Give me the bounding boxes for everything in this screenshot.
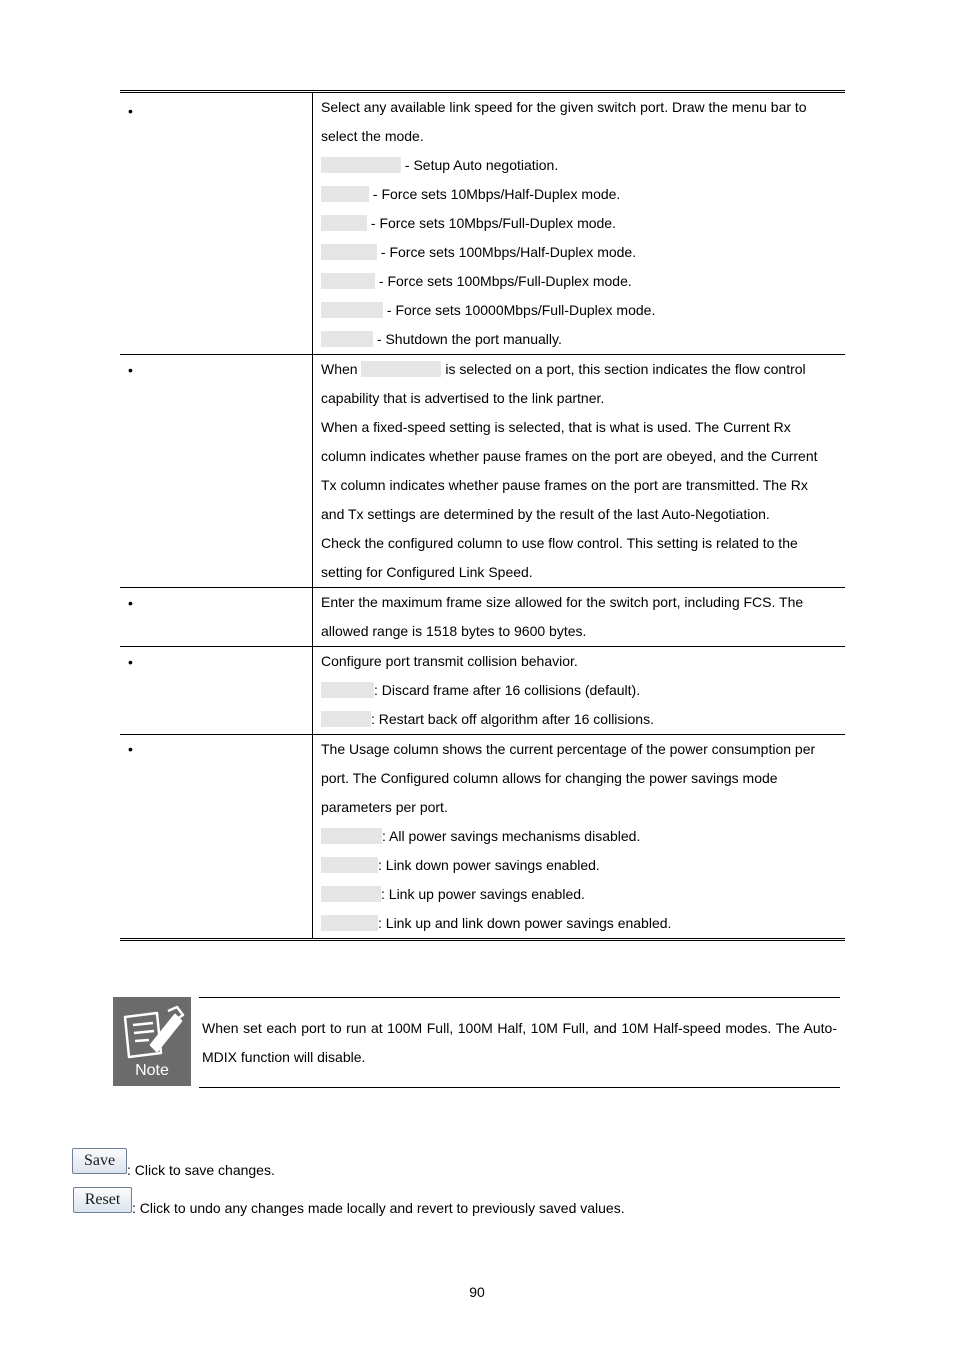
text-line: port. The Configured column allows for changing the power savings mode	[321, 770, 778, 786]
note-icon	[113, 997, 191, 1086]
option-line	[321, 296, 837, 325]
bullet: •	[128, 595, 133, 611]
option-description: : Link down power savings enabled.	[378, 857, 600, 873]
option-description: - Setup Auto negotiation.	[401, 157, 559, 173]
option-line	[321, 705, 837, 734]
note-panel	[199, 997, 840, 1088]
option-description: : Link up power savings enabled.	[381, 886, 585, 902]
option-line	[321, 880, 837, 909]
save-description: : Click to save changes.	[127, 1162, 275, 1178]
option-description: - Force sets 10Mbps/Full-Duplex mode.	[367, 215, 616, 231]
note-text: When set each port to run at 100M Full, 100M Half, 10M Full, and 10M Half-speed modes. The Auto-MDIX function will disable.	[202, 1020, 837, 1065]
table-row	[120, 735, 845, 938]
option-value-placeholder	[321, 711, 371, 727]
reset-description: : Click to undo any changes made locally and revert to previously saved values.	[132, 1200, 625, 1216]
text-line: allowed range is 1518 bytes to 9600 bytes.	[321, 623, 587, 639]
text-line	[321, 355, 837, 384]
option-value-placeholder	[321, 273, 375, 289]
table-row	[120, 93, 845, 355]
label-cell	[120, 355, 313, 587]
bullet: •	[128, 654, 133, 670]
label-cell	[120, 93, 313, 354]
option-line	[321, 325, 837, 354]
option-line	[321, 909, 837, 938]
table-row	[120, 647, 845, 735]
option-description: - Force sets 100Mbps/Half-Duplex mode.	[377, 244, 637, 260]
text-line: parameters per port.	[321, 799, 448, 815]
text-line: Select any available link speed for the given switch port. Draw the menu bar to	[321, 99, 807, 115]
option-value-placeholder	[321, 302, 383, 318]
description-table	[120, 90, 845, 941]
option-description: - Force sets 10000Mbps/Full-Duplex mode.	[383, 302, 656, 318]
option-description: : Restart back off algorithm after 16 collisions.	[371, 711, 654, 727]
text-prefix: When	[321, 361, 362, 377]
option-line	[321, 238, 837, 267]
table-row	[120, 588, 845, 647]
option-description: : Link up and link down power savings enabled.	[378, 915, 672, 931]
option-value-placeholder	[321, 915, 378, 931]
option-line	[321, 180, 837, 209]
option-value-placeholder	[321, 331, 373, 347]
option-line	[321, 267, 837, 296]
option-value-placeholder	[321, 157, 401, 173]
page-number: 90	[469, 1284, 485, 1300]
text-line: The Usage column shows the current percentage of the power consumption per	[321, 741, 816, 757]
save-button[interactable]: Save	[72, 1148, 127, 1174]
option-value-placeholder	[361, 361, 441, 377]
description-cell	[313, 93, 845, 354]
option-line	[321, 209, 837, 238]
note-label: Note	[135, 1062, 169, 1079]
option-value-placeholder	[321, 857, 378, 873]
text-line: Tx column indicates whether pause frames on the port are transmitted. The Rx	[321, 477, 808, 493]
description-cell	[313, 355, 845, 587]
bullet: •	[128, 362, 133, 378]
text-suffix: is selected on a port, this section indicates the flow control	[441, 361, 806, 377]
text-line: Configure port transmit collision behavior.	[321, 653, 578, 669]
option-value-placeholder	[321, 244, 377, 260]
text-line: and Tx settings are determined by the result of the last Auto-Negotiation.	[321, 506, 770, 522]
description-cell	[313, 588, 845, 646]
label-cell	[120, 588, 313, 646]
option-value-placeholder	[321, 828, 382, 844]
option-value-placeholder	[321, 886, 381, 902]
option-description: - Force sets 10Mbps/Half-Duplex mode.	[369, 186, 621, 202]
description-cell	[313, 647, 845, 734]
text-line: select the mode.	[321, 128, 424, 144]
option-description: : Discard frame after 16 collisions (default).	[374, 682, 641, 698]
option-line	[321, 676, 837, 705]
bullet: •	[128, 103, 133, 119]
option-value-placeholder	[321, 682, 374, 698]
text-line: setting for Configured Link Speed.	[321, 564, 533, 580]
option-description: - Force sets 100Mbps/Full-Duplex mode.	[375, 273, 632, 289]
text-line: Check the configured column to use flow control. This setting is related to the	[321, 535, 798, 551]
option-description: - Shutdown the port manually.	[373, 331, 562, 347]
option-line	[321, 151, 837, 180]
option-line	[321, 822, 837, 851]
reset-button[interactable]: Reset	[73, 1187, 132, 1213]
text-line: column indicates whether pause frames on the port are obeyed, and the Current	[321, 448, 818, 464]
option-description: : All power savings mechanisms disabled.	[382, 828, 641, 844]
text-line: capability that is advertised to the link partner.	[321, 390, 605, 406]
label-cell	[120, 647, 313, 734]
bullet: •	[128, 741, 133, 757]
option-line	[321, 851, 837, 880]
text-line: Enter the maximum frame size allowed for the switch port, including FCS. The	[321, 594, 804, 610]
table-row	[120, 355, 845, 588]
description-cell	[313, 735, 845, 938]
label-cell	[120, 735, 313, 938]
option-value-placeholder	[321, 215, 367, 231]
option-value-placeholder	[321, 186, 369, 202]
text-line: When a fixed-speed setting is selected, that is what is used. The Current Rx	[321, 419, 791, 435]
